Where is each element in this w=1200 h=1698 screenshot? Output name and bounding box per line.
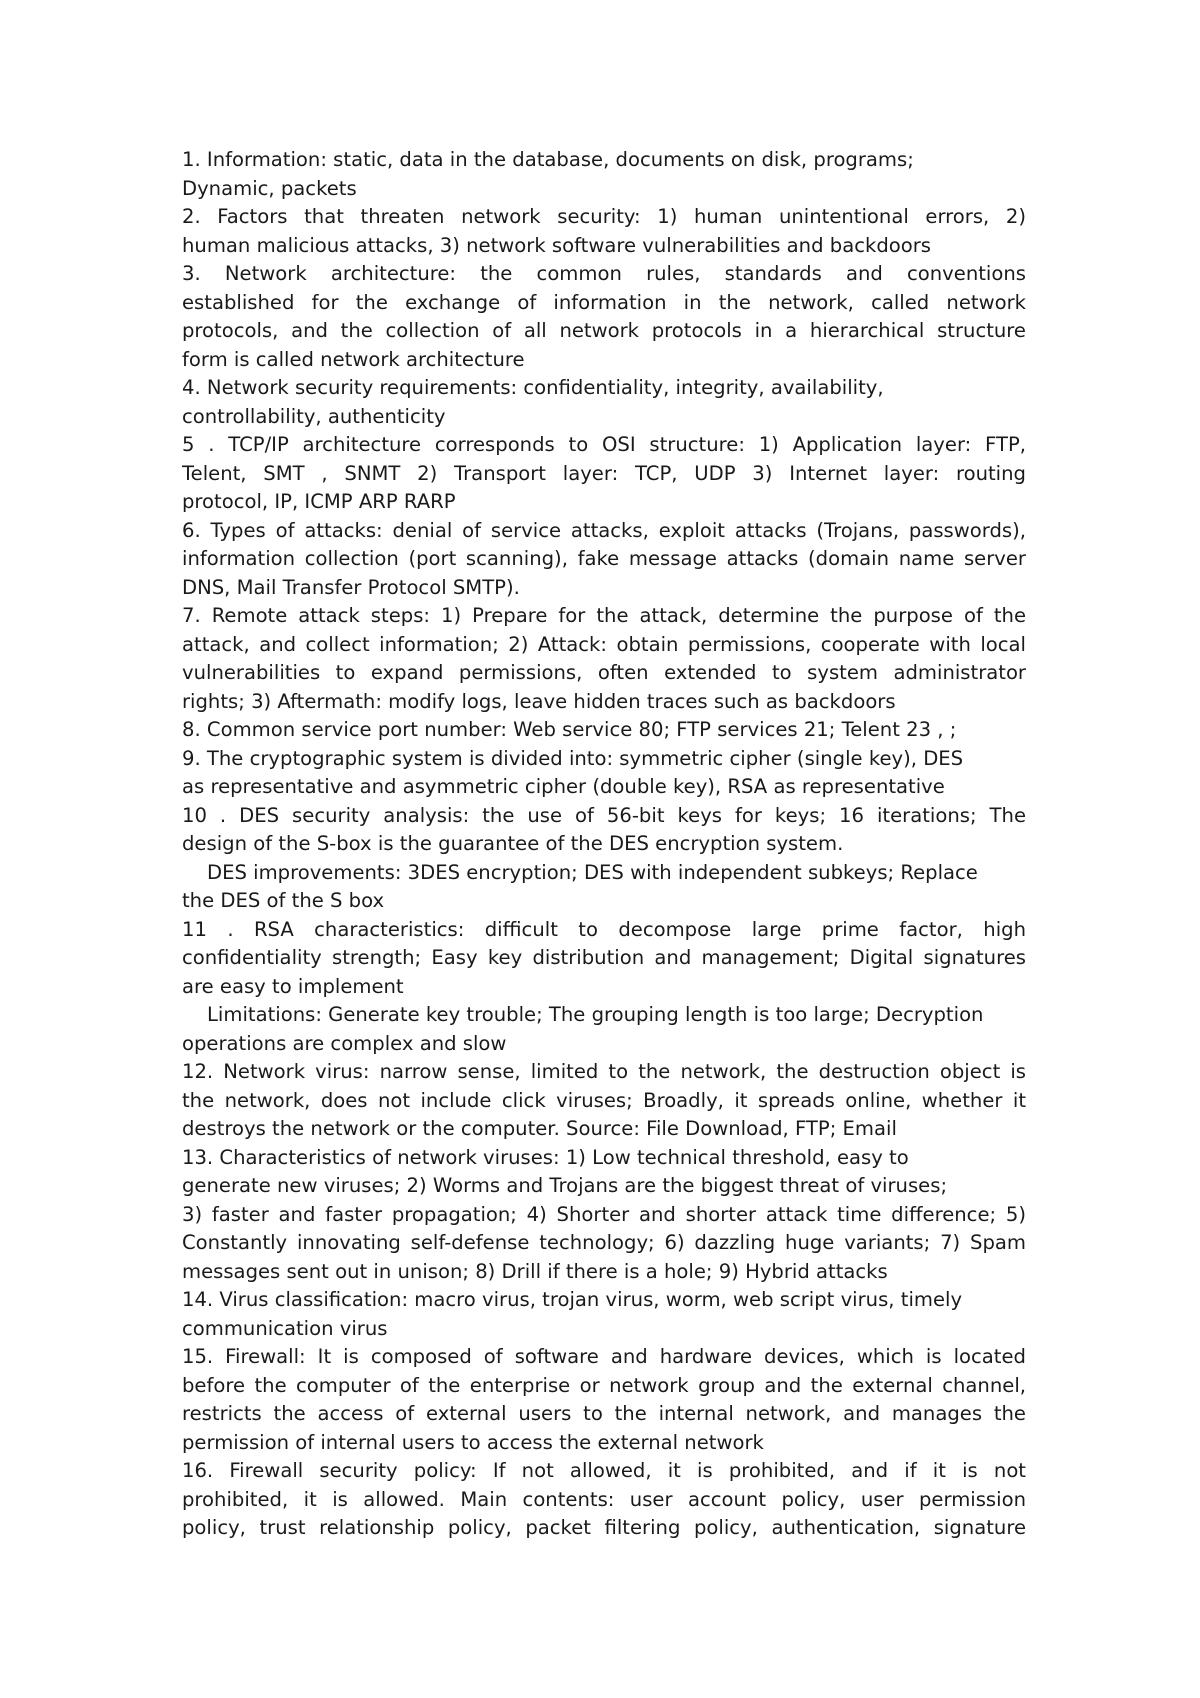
text-line: vulnerabilities to expand permissions, often extended to system administrator	[182, 661, 1026, 684]
text-line: Dynamic, packets	[182, 176, 357, 200]
text-line: rights; 3) Aftermath: modify logs, leave hidden traces such as backdoors	[182, 689, 896, 713]
text-line: human malicious attacks, 3) network software vulnerabilities and backdoors	[182, 233, 932, 257]
text-line: messages sent out in unison; 8) Drill if there is a hole; 9) Hybrid attacks	[182, 1259, 888, 1283]
text-line: permission of internal users to access the external network	[182, 1430, 764, 1454]
text-line: 12. Network virus: narrow sense, limited to the network, the destruction object is	[182, 1060, 1026, 1083]
text-line: destroys the network or the computer. Source: File Download, FTP; Email	[182, 1117, 897, 1140]
text-line: 11 . RSA characteristics: difficult to decompose large prime factor, high	[182, 917, 1026, 941]
text-line: design of the S-box is the guarantee of the DES encryption system.	[182, 832, 844, 855]
text-line: the DES of the S box	[182, 889, 385, 912]
text-line: generate new viruses; 2) Worms and Trojans are the biggest threat of viruses;	[182, 1174, 948, 1197]
text-line: before the computer of the enterprise or network group and the external channel,	[182, 1373, 1026, 1397]
text-line: the network, does not include click viruses; Broadly, it spreads online, whether it	[182, 1088, 1026, 1112]
text-line: 2. Factors that threaten network security: 1) human unintentional errors, 2)	[182, 205, 1026, 228]
text-line: policy, trust relationship policy, packet filtering policy, authentication, signature	[182, 1516, 1026, 1539]
text-line: as representative and asymmetric cipher (double key), RSA as representative	[182, 775, 945, 798]
text-line: attack, and collect information; 2) Attack: obtain permissions, cooperate with local	[182, 632, 1026, 656]
text-line: 7. Remote attack steps: 1) Prepare for the attack, determine the purpose of the	[182, 604, 1026, 627]
document-body	[182, 146, 1026, 1543]
text-line: 1. Information: static, data in the database, documents on disk, programs;	[182, 148, 914, 171]
text-line: protocol, IP, ICMP ARP RARP	[182, 490, 456, 513]
text-line: Constantly innovating self-defense technology; 6) dazzling huge variants; 7) Spam	[182, 1231, 1026, 1254]
text-line: 6. Types of attacks: denial of service attacks, exploit attacks (Trojans, passwords),	[182, 518, 1026, 542]
text-line: restricts the access of external users to the internal network, and manages the	[182, 1402, 1026, 1425]
text-line: 9. The cryptographic system is divided into: symmetric cipher (single key), DES	[182, 746, 964, 770]
text-line: 15. Firewall: It is composed of software and hardware devices, which is located	[182, 1345, 1026, 1368]
text-line: prohibited, it is allowed. Main contents: user account policy, user permission	[182, 1487, 1026, 1511]
text-line: DES improvements: 3DES encryption; DES with independent subkeys; Replace	[207, 860, 978, 884]
text-line: Limitations: Generate key trouble; The grouping length is too large; Decryption	[207, 1003, 984, 1026]
text-line: operations are complex and slow	[182, 1031, 507, 1055]
text-line: Telent, SMT , SNMT 2) Transport layer: TCP, UDP 3) Internet layer: routing	[182, 461, 1026, 485]
text-line: 8. Common service port number: Web service 80; FTP services 21; Telent 23 , ;	[182, 718, 957, 741]
text-line: 3) faster and faster propagation; 4) Shorter and shorter attack time difference; 5)	[182, 1202, 1026, 1226]
text-line: 10 . DES security analysis: the use of 56-bit keys for keys; 16 iterations; The	[182, 803, 1026, 827]
text-line: 5 . TCP/IP architecture corresponds to OSI structure: 1) Application layer: FTP,	[182, 433, 1026, 456]
text-line: communication virus	[182, 1316, 388, 1340]
text-line: 14. Virus classification: macro virus, trojan virus, worm, web script virus, timely	[182, 1288, 963, 1311]
text-line: form is called network architecture	[182, 347, 525, 371]
text-line: controllability, authenticity	[182, 404, 446, 428]
text-line: are easy to implement	[182, 974, 404, 998]
text-line: established for the exchange of information in the network, called network	[182, 290, 1026, 314]
text-line: DNS, Mail Transfer Protocol SMTP).	[182, 575, 520, 599]
text-line: 13. Characteristics of network viruses: 1) Low technical threshold, easy to	[182, 1145, 909, 1169]
text-line: 4. Network security requirements: confidentiality, integrity, availability,	[182, 376, 884, 399]
text-line: 3. Network architecture: the common rules, standards and conventions	[182, 262, 1026, 285]
text-line: information collection (port scanning), fake message attacks (domain name server	[182, 547, 1026, 570]
text-line: protocols, and the collection of all network protocols in a hierarchical structure	[182, 319, 1026, 342]
text-line: 16. Firewall security policy: If not allowed, it is prohibited, and if it is not	[182, 1459, 1026, 1482]
text-line: confidentiality strength; Easy key distribution and management; Digital signatures	[182, 946, 1026, 969]
